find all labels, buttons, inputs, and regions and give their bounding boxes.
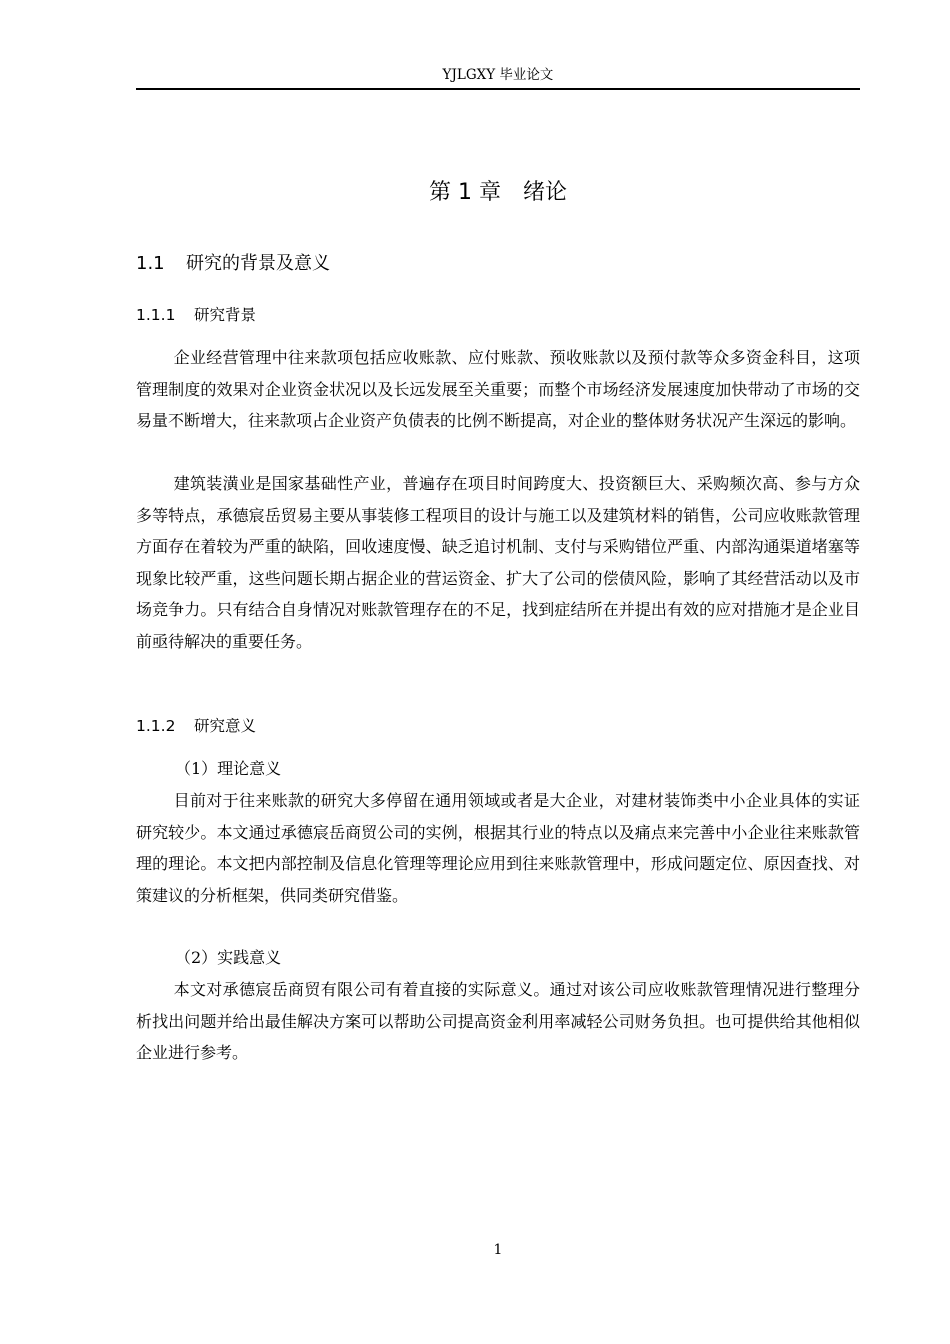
- paragraph-practice-significance: 本文对承德宸岳商贸有限公司有着直接的实际意义。通过对该公司应收账款管理情况进行整理分析找出问题并给出最佳解决方案可以帮助公司提高资金利用率减轻公司财务负担。也可提供给其他相似企业进行参考。: [136, 980, 860, 1062]
- paragraph-background-1: 企业经营管理中往来款项包括应收账款、应付账款、预收账款以及预付款等众多资金科目，这项管理制度的效果对企业资金状况以及长远发展至关重要；而整个市场经济发展速度加快带动了市场的交易量不断增大，往来款项占企业资产负债表的比例不断提高，对企业的整体财务状况产生深远的影响。: [136, 348, 860, 430]
- subsection-heading-significance: [136, 714, 256, 738]
- chapter-title: 第 1 章 绪论: [429, 180, 567, 205]
- subsection-title: 研究意义: [194, 717, 257, 735]
- paragraph-theory-significance: 目前对于往来账款的研究大多停留在通用领域或者是大企业，对建材装饰类中小企业具体的实证研究较少。本文通过承德宸岳商贸公司的实例，根据其行业的特点以及痛点来完善中小企业往来账款管理的理论。本文把内部控制及信息化管理等理论应用到往来账款管理中，形成问题定位、原因查找、对策建议的分析框架，供同类研究借鉴。: [136, 791, 860, 905]
- page-header: [136, 66, 860, 90]
- section-title: 研究的背景及意义: [186, 253, 330, 274]
- section-number: 1.1: [136, 253, 165, 274]
- header-text: YJLGXY 毕业论文: [442, 67, 554, 83]
- subsection-number: 1.1.1: [136, 306, 176, 324]
- page-number: 1: [493, 1242, 503, 1258]
- subsection-number: 1.1.2: [136, 717, 176, 735]
- theory-significance-label: （1）理论意义: [175, 759, 282, 778]
- section-heading: [136, 250, 330, 278]
- subsection-title: 研究背景: [194, 306, 257, 324]
- paragraph-background-2: 建筑装潢业是国家基础性产业，普遍存在项目时间跨度大、投资额巨大、采购频次高、参与方众多等特点，承德宸岳贸易主要从事装修工程项目的设计与施工以及建筑材料的销售，公司应收账款管理方面存在着较为严重的缺陷，回收速度慢、缺乏追讨机制、支付与采购错位严重、内部沟通渠道堵塞等现象比较严重，这些问题长期占据企业的营运资金、扩大了公司的偿债风险，影响了其经营活动以及市场竞争力。只有结合自身情况对账款管理存在的不足，找到症结所在并提出有效的应对措施才是企业目前亟待解决的重要任务。: [136, 474, 860, 651]
- subsection-heading-background: [136, 303, 256, 327]
- practice-significance-label: （2）实践意义: [175, 948, 282, 967]
